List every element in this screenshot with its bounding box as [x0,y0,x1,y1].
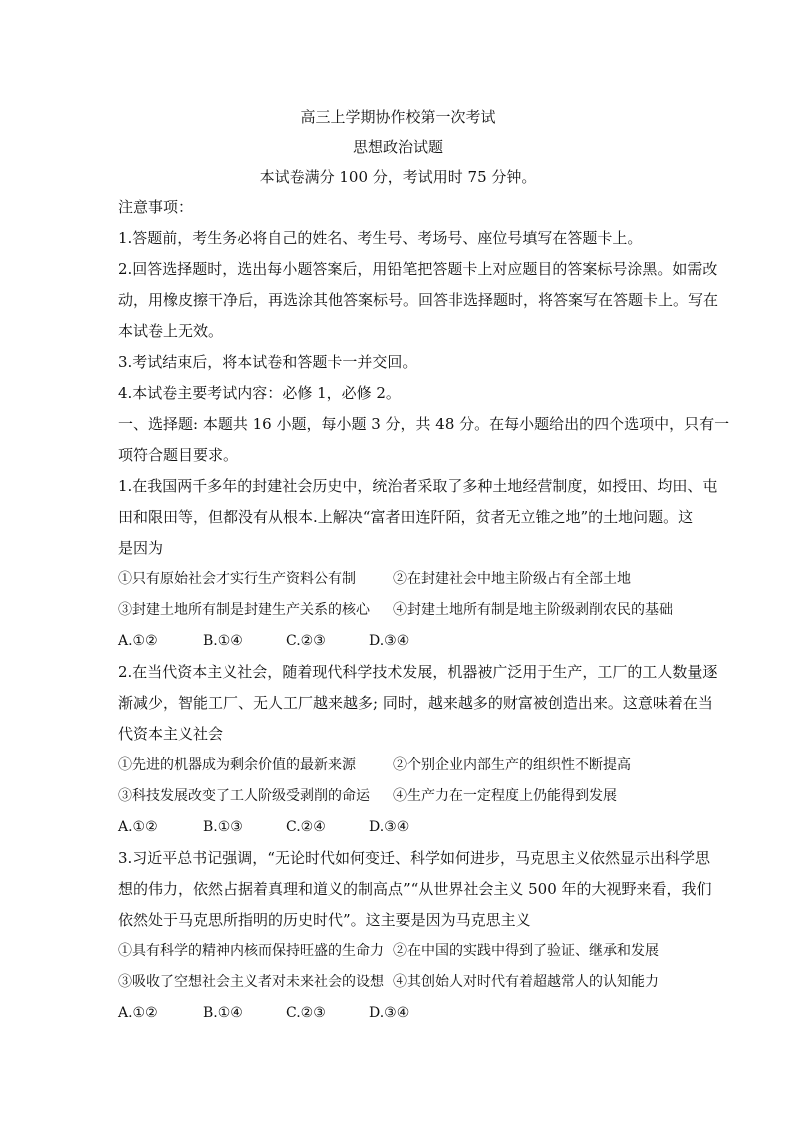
question-stem: 是因为 [118,539,164,557]
notice-line: 2.回答选择题时，选出每小题答案后，用铅笔把答题卡上对应题目的答案标号涂黑。如需改 [118,260,718,278]
exam-title: 高三上学期协作校第一次考试 [300,108,496,126]
answer-choice: A.①② [118,819,158,835]
question-stem: 想的伟力，依然占据着真理和道义的制高点”“从世界社会主义 500 年的大视野来看，我们 [118,880,712,898]
question-stem: 渐减少，智能工厂、无人工厂越来越多; 同时，越来越多的财富被创造出来。这意味着在当 [118,694,713,712]
notice-line: 4.本试卷主要考试内容：必修 1，必修 2。 [118,384,401,402]
question-stem: 2.在当代资本主义社会，随着现代科学技术发展，机器被广泛用于生产，工厂的工人数量逐 [118,663,718,681]
question-stem: 1.在我国两千多年的封建社会历史中，统治者采取了多种土地经营制度，如授田、均田、屯 [118,477,718,495]
answer-choice: B.①③ [203,819,243,835]
option-row [118,750,678,781]
option-row [118,564,678,595]
question-1 [118,471,718,657]
option-item: ③吸收了空想社会主义者对未来社会的设想 [118,974,384,990]
question-stem: 田和限田等，但都没有从根本.上解决“富者田连阡陌，贫者无立锥之地”的土地问题。这 [118,508,694,526]
question-stem: 3.习近平总书记强调，“无论时代如何变迁、科学如何进步，马克思主义依然显示出科学思 [118,849,710,867]
answer-row [118,626,678,657]
option-item: ②在中国的实践中得到了验证、继承和发展 [393,943,659,959]
option-row [118,781,678,812]
answer-choice: D.③④ [369,819,410,835]
section-heading: 项符合题目要求。 [118,446,239,464]
section-heading: 一、选择题: 本题共 16 小题，每小题 3 分，共 48 分。在每小题给出的四个选项中，只有一 [118,415,730,433]
notice-line: 本试卷上无效。 [118,322,224,340]
exam-page [118,102,730,1029]
option-item: ①先进的机器成为剩余价值的最新来源 [118,757,356,773]
answer-choice: C.②③ [286,1005,326,1021]
answer-choice: B.①④ [203,633,243,649]
exam-info: 本试卷满分 100 分，考试用时 75 分钟。 [259,168,537,186]
answer-choice: D.③④ [369,633,410,649]
notice-line: 动，用橡皮擦干净后，再选涂其他答案标号。回答非选择题时，将答案写在答题卡上。写在 [118,291,719,309]
notice-line: 1.答题前，考生务必将自己的姓名、考生号、考场号、座位号填写在答题卡上。 [118,229,643,247]
option-item: ④生产力在一定程度上仍能得到发展 [393,788,617,804]
answer-choice: A.①② [118,633,158,649]
option-item: ③封建土地所有制是封建生产关系的核心 [118,602,370,618]
option-row [118,936,678,967]
question-2 [118,657,718,843]
answer-choice: B.①④ [203,1005,243,1021]
exam-subject: 思想政治试题 [352,138,443,156]
answer-choice: A.①② [118,1005,158,1021]
question-stem: 依然处于马克思所指明的历史时代”。这主要是因为马克思主义 [118,911,531,929]
option-item: ②个别企业内部生产的组织性不断提高 [393,757,631,773]
answer-choice: D.③④ [369,1005,410,1021]
notice-line: 3.考试结束后，将本试卷和答题卡一并交回。 [118,353,418,371]
question-3 [118,843,712,1029]
option-row [118,967,678,998]
question-stem: 代资本主义社会 [118,725,224,743]
option-row [118,595,678,626]
answer-choice: C.②④ [286,819,326,835]
answer-row [118,998,678,1029]
option-item: ①只有原始社会才实行生产资料公有制 [118,571,356,587]
notice-heading: 注意事项： [118,198,194,216]
option-item: ②在封建社会中地主阶级占有全部土地 [393,571,631,587]
option-item: ④其创始人对时代有着超越常人的认知能力 [393,974,659,990]
answer-row [118,812,678,843]
option-item: ③科技发展改变了工人阶级受剥削的命运 [118,788,370,804]
option-item: ④封建土地所有制是地主阶级剥削农民的基础 [393,602,673,618]
answer-choice: C.②③ [286,633,326,649]
option-item: ①具有科学的精神内核而保持旺盛的生命力 [118,943,384,959]
